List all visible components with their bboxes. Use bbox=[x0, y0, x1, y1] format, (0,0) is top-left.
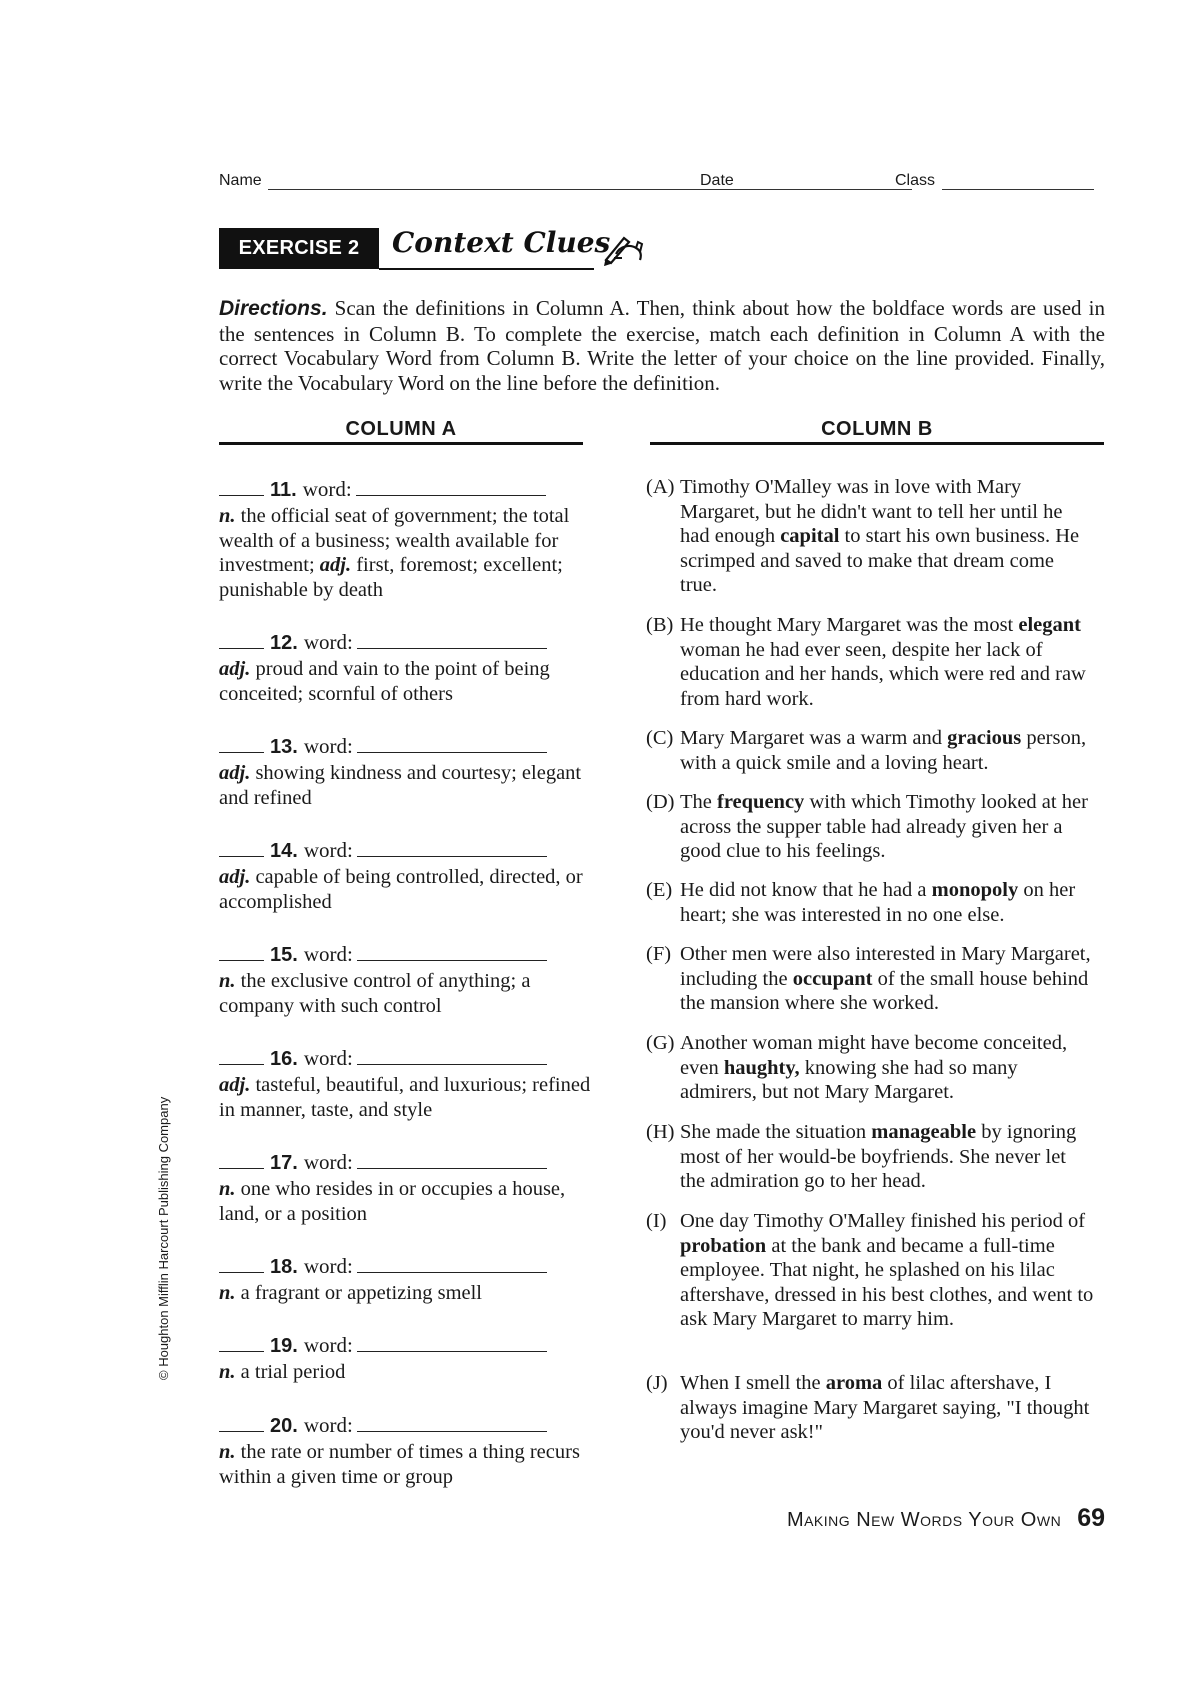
exercise-label: EXERCISE 2 bbox=[219, 228, 379, 269]
word-label: word: bbox=[303, 838, 353, 862]
column-a-item bbox=[219, 1150, 599, 1226]
word-label: word: bbox=[303, 1150, 353, 1174]
column-b-item bbox=[646, 475, 1096, 598]
class-label: Class bbox=[895, 172, 936, 189]
sentence-text: He did not know that he had a bbox=[680, 879, 932, 901]
word-label: word: bbox=[303, 1413, 353, 1437]
item-number: 12. bbox=[270, 632, 298, 654]
column-b-heading: COLUMN B bbox=[821, 418, 933, 440]
sentence-text: When I smell the bbox=[680, 1372, 826, 1394]
part-of-speech: adj. bbox=[319, 554, 352, 576]
name-label: Name bbox=[219, 172, 262, 189]
sentence-text: on her heart; she was interested in no one else. bbox=[680, 879, 1076, 926]
part-of-speech: n. bbox=[219, 970, 236, 992]
item-number: 18. bbox=[270, 1256, 298, 1278]
part-of-speech: n. bbox=[219, 1178, 236, 1200]
item-number: 11. bbox=[270, 479, 297, 501]
date-line bbox=[741, 189, 881, 190]
book-title: Making New Words Your Own bbox=[786, 1509, 1062, 1531]
answer-letter-blank[interactable] bbox=[219, 1272, 264, 1273]
item-number: 13. bbox=[270, 736, 298, 758]
column-a-heading: COLUMN A bbox=[345, 418, 457, 440]
column-b-item bbox=[646, 1371, 1096, 1445]
column-a-item bbox=[219, 1046, 599, 1122]
column-a-item bbox=[219, 1254, 599, 1306]
part-of-speech: n. bbox=[219, 1361, 236, 1383]
column-a-item bbox=[219, 1413, 599, 1489]
sentence-text: The bbox=[680, 791, 717, 813]
word-label: word: bbox=[303, 734, 353, 758]
column-b-item bbox=[646, 1209, 1096, 1332]
item-number: 15. bbox=[270, 944, 298, 966]
definition bbox=[219, 504, 599, 602]
definition bbox=[219, 1360, 599, 1385]
column-b-item bbox=[646, 1031, 1096, 1105]
column-a-item bbox=[219, 734, 599, 810]
vocabulary-word: capital bbox=[780, 525, 840, 547]
answer-letter-blank[interactable] bbox=[219, 1064, 264, 1065]
word-answer-line[interactable] bbox=[357, 1168, 547, 1169]
definition-text: the exclusive control of anything; a company with such control bbox=[219, 970, 531, 1017]
answer-letter-blank[interactable] bbox=[219, 648, 264, 649]
column-a-item bbox=[219, 630, 599, 706]
part-of-speech: n. bbox=[219, 1441, 236, 1463]
item-number: 16. bbox=[270, 1048, 298, 1070]
item-number: 14. bbox=[270, 840, 298, 862]
item-letter: (J) bbox=[646, 1372, 668, 1394]
column-b-item bbox=[646, 790, 1096, 864]
column-a-item bbox=[219, 1333, 599, 1385]
word-answer-line[interactable] bbox=[357, 752, 547, 753]
sentence-text: at the bank and became a full-time employee. That night, he splashed on his lilac aftershave, dressed in his best clothes, and went to ask Mary Margaret to marry him. bbox=[680, 1234, 1094, 1330]
sentence-text: knowing she had so many admirers, but not Mary Margaret. bbox=[680, 1056, 1018, 1103]
part-of-speech: adj. bbox=[219, 1074, 251, 1096]
sentence bbox=[680, 726, 1096, 775]
word-answer-line[interactable] bbox=[357, 856, 547, 857]
sentence-text: One day Timothy O'Malley finished his period of bbox=[680, 1210, 1086, 1232]
column-a-rule bbox=[219, 442, 583, 445]
word-answer-line[interactable] bbox=[357, 1272, 547, 1273]
vocabulary-word: elegant bbox=[1018, 614, 1081, 636]
word-answer-line[interactable] bbox=[357, 1431, 547, 1432]
definition-text: capable of being controlled, directed, or accomplished bbox=[219, 866, 583, 913]
vocabulary-word: haughty, bbox=[723, 1056, 800, 1079]
sentence-text: She made the situation bbox=[680, 1121, 872, 1143]
definition-text: tasteful, beautiful, and luxurious; refined in manner, taste, and style bbox=[219, 1074, 591, 1121]
definition bbox=[219, 1177, 599, 1226]
directions-paragraph bbox=[219, 296, 1105, 395]
column-b-item bbox=[646, 942, 1096, 1016]
column-b-item bbox=[646, 726, 1096, 775]
sentence bbox=[680, 878, 1096, 927]
item-letter: (I) bbox=[646, 1210, 667, 1232]
word-label: word: bbox=[303, 942, 353, 966]
part-of-speech: adj. bbox=[219, 762, 251, 784]
vocabulary-word: occupant bbox=[792, 967, 873, 990]
word-answer-line[interactable] bbox=[357, 1351, 547, 1352]
vocabulary-word: monopoly bbox=[931, 879, 1019, 901]
definition bbox=[219, 969, 599, 1018]
date-label: Date bbox=[700, 172, 734, 189]
definition bbox=[219, 865, 599, 914]
sentence-text: Mary Margaret was a warm and bbox=[680, 727, 948, 749]
column-a-item bbox=[219, 477, 599, 602]
word-label: word: bbox=[303, 630, 353, 654]
sentence-text: of the small house behind the mansion where she worked. bbox=[680, 967, 1089, 1014]
sentence bbox=[680, 613, 1096, 711]
column-a-item bbox=[219, 942, 599, 1018]
class-line bbox=[942, 189, 1094, 190]
item-letter: (D) bbox=[646, 791, 675, 813]
word-label: word: bbox=[303, 1333, 353, 1357]
item-letter: (E) bbox=[646, 879, 673, 901]
directions-lead: Directions. bbox=[219, 297, 328, 320]
answer-letter-blank[interactable] bbox=[219, 495, 264, 496]
exercise-title-underline bbox=[379, 268, 594, 270]
definition bbox=[219, 657, 599, 706]
definition-text: a fragrant or appetizing smell bbox=[235, 1282, 483, 1304]
page-footer bbox=[787, 1504, 1105, 1533]
word-label: word: bbox=[303, 1254, 353, 1278]
vocabulary-word: gracious bbox=[947, 727, 1022, 749]
vocabulary-word: probation bbox=[680, 1234, 767, 1257]
sentence-text: Another woman might have become conceited, even bbox=[680, 1032, 1068, 1079]
item-number: 19. bbox=[270, 1335, 298, 1357]
definition bbox=[219, 1073, 599, 1122]
sentence-text: woman he had ever seen, despite her lack of education and her hands, which were red and raw from hard work. bbox=[680, 638, 1086, 710]
answer-letter-blank[interactable] bbox=[219, 1431, 264, 1432]
answer-letter-blank[interactable] bbox=[219, 856, 264, 857]
definition-text: proud and vain to the point of being conceited; scornful of others bbox=[219, 658, 550, 705]
item-letter: (G) bbox=[646, 1032, 675, 1054]
definition-text: one who resides in or occupies a house, land, or a position bbox=[219, 1178, 566, 1225]
definition-text: the rate or number of times a thing recurs within a given time or group bbox=[219, 1441, 580, 1488]
sentence-text: to start his own business. He scrimped and saved to make that dream come true. bbox=[680, 525, 1080, 596]
sentence-text: person, with a quick smile and a loving heart. bbox=[680, 727, 1087, 774]
sentence bbox=[680, 790, 1096, 864]
word-answer-line[interactable] bbox=[357, 960, 547, 961]
sentence bbox=[680, 1031, 1096, 1105]
item-letter: (A) bbox=[646, 476, 675, 498]
item-number: 20. bbox=[270, 1415, 298, 1437]
vocabulary-word: frequency bbox=[717, 791, 805, 813]
word-answer-line[interactable] bbox=[357, 1064, 547, 1065]
column-b-item bbox=[646, 613, 1096, 711]
copyright-notice: © Houghton Mifflin Harcourt Publishing Company bbox=[156, 1096, 171, 1380]
sentence bbox=[680, 942, 1096, 1016]
sentence-text: Timothy O'Malley was in love with Mary Margaret, but he didn't want to tell her until he had enough bbox=[680, 476, 1063, 547]
column-b-item bbox=[646, 1120, 1096, 1194]
header-fields bbox=[219, 172, 1094, 196]
answer-letter-blank[interactable] bbox=[219, 1351, 264, 1352]
item-letter: (F) bbox=[646, 943, 672, 965]
word-label: word: bbox=[302, 477, 352, 501]
column-b-rule bbox=[650, 442, 1104, 445]
word-label: word: bbox=[303, 1046, 353, 1070]
part-of-speech: adj. bbox=[219, 658, 251, 680]
item-number: 17. bbox=[270, 1152, 298, 1174]
sentence-text: by ignoring most of her would-be boyfriends. She never let the admiration go to her head. bbox=[680, 1121, 1077, 1192]
sentence bbox=[680, 475, 1096, 598]
item-letter: (C) bbox=[646, 727, 674, 749]
exercise-title: Context Clues bbox=[392, 226, 611, 259]
part-of-speech: n. bbox=[219, 1282, 236, 1304]
part-of-speech: n. bbox=[219, 505, 236, 527]
vocabulary-word: aroma bbox=[825, 1372, 883, 1394]
sentence bbox=[680, 1371, 1096, 1445]
item-letter: (H) bbox=[646, 1121, 675, 1143]
sentence bbox=[680, 1120, 1096, 1194]
vocabulary-word: manageable bbox=[871, 1121, 977, 1143]
sentence-text: of lilac aftershave, I always imagine Mary Margaret saying, "I thought you'd never ask!" bbox=[680, 1372, 1090, 1443]
answer-letter-blank[interactable] bbox=[219, 752, 264, 753]
part-of-speech: adj. bbox=[219, 866, 251, 888]
definition bbox=[219, 1440, 599, 1489]
item-letter: (B) bbox=[646, 614, 674, 636]
definition-text: a trial period bbox=[235, 1361, 346, 1383]
pencil-hand-icon bbox=[602, 232, 646, 266]
definition bbox=[219, 761, 599, 810]
answer-letter-blank[interactable] bbox=[219, 960, 264, 961]
definition-text: showing kindness and courtesy; elegant and refined bbox=[219, 762, 582, 809]
word-answer-line[interactable] bbox=[357, 648, 547, 649]
definition-text: first, foremost; excellent; punishable by death bbox=[219, 554, 563, 601]
page-number: 69 bbox=[1077, 1504, 1105, 1532]
sentence-text: Other men were also interested in Mary Margaret, including the bbox=[680, 943, 1091, 990]
definition-text: the official seat of government; the total wealth of a business; wealth available for investment; bbox=[219, 505, 570, 576]
definition bbox=[219, 1281, 599, 1306]
sentence bbox=[680, 1209, 1096, 1332]
sentence-text: with which Timothy looked at her across the supper table had already given her a good clue to his feelings. bbox=[680, 791, 1088, 862]
directions-text: Scan the definitions in Column A. Then, think about how the boldface words are used in the sentences in Column B. To complete the exercise, match each definition in Column A with the correct Vocabulary Word from Column B. Write the letter of your choice on the line provided. Finally, write the Vocabulary Word on the line before the definition. bbox=[219, 296, 1105, 395]
word-answer-line[interactable] bbox=[356, 495, 546, 496]
sentence-text: He thought Mary Margaret was the most bbox=[680, 614, 1019, 636]
column-b-item bbox=[646, 878, 1096, 927]
column-a-item bbox=[219, 838, 599, 914]
answer-letter-blank[interactable] bbox=[219, 1168, 264, 1169]
